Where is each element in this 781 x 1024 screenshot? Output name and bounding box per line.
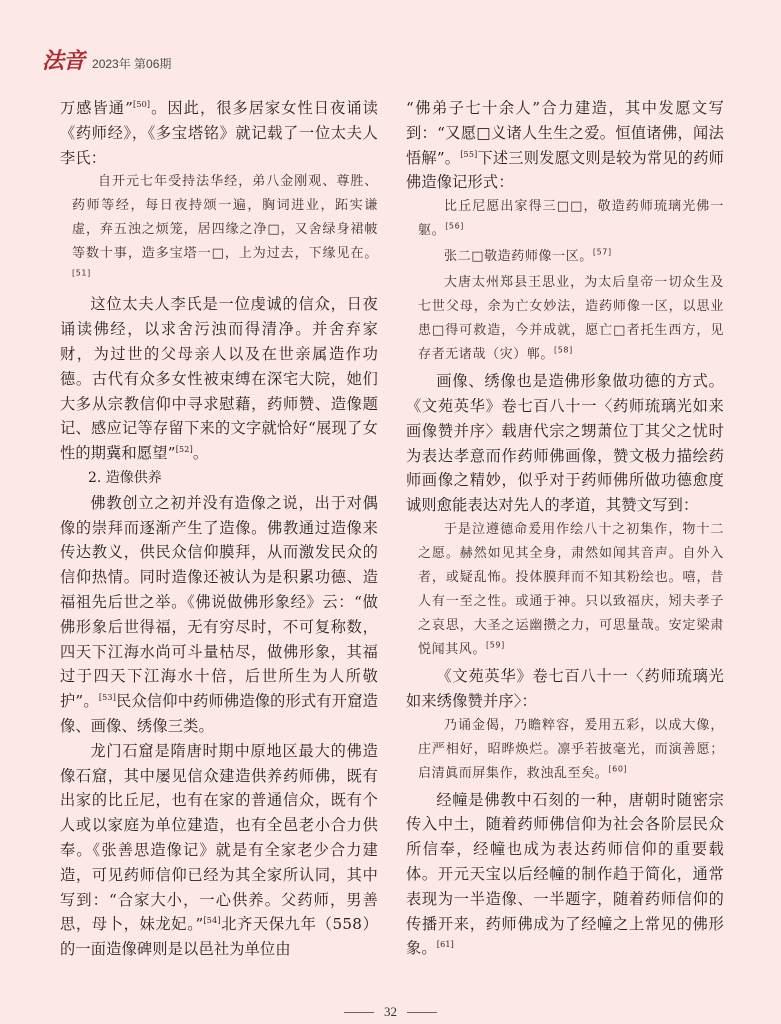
page-footer: [0, 1004, 781, 1020]
block-quote: 于是泣遵德命爰用作绘八十之初集作，物十二之愿。赫然如见其全身，肃然如闻其音声。自外入者，或疑乱怖。投体膜拜而不知其粉绘也。嘻，昔人有一至之性。或通于神。只以致福庆，矧夫孝子之哀思，大圣之运幽攒之力，可思量哉。安定梁肃悦闻其风。[59]: [418, 521, 724, 657]
paragraph: 这位太夫人李氏是一位虔诚的信众，日夜诵读佛经，以求舍污浊而得清净。并舍弃家财，为过世的父母亲人以及在世亲属造作功德。古代有众多女性被束缚在深宅大院，她们大多从宗教信仰中寻求慰藉，药师赞、造像题记、感应记等存留下来的文字就恰好“展现了女性的期冀和愿望”[52]。: [60, 295, 378, 463]
footer-rule-right: [407, 1012, 437, 1013]
paragraph: 龙门石窟是隋唐时期中原地区最大的佛造像石窟，其中屡见信众建造供养药师佛，既有出家的比丘尼，也有在家的普通信众，既有个人或以家庭为单位建造，也有全邑老小合力供奉。《张善思造像记》就是有全家老少合力建造，可见药师信仰已经为其全家所认同，其中写到：“合家大小，一心供养。父药师，男善思，母卜，妹龙妃。”[54]北齐天保九年（558）的一面造像碑则是以邑社为单位由: [60, 741, 378, 959]
left-column: [60, 96, 378, 962]
paragraph: 《文苑英华》卷七百八十一〈药师琉璃光如来绣像赞并序〉：: [406, 666, 724, 710]
right-column: [406, 96, 724, 961]
block-quote: 比丘尼愿出家得三□□，敬造药师琉璃光佛一躯。[56]: [418, 199, 724, 239]
block-quote: 乃诵金偈，乃瞻粹容，爰用五彩，以成大像，庄严相好，昭晔焕烂。凛乎若披毫光，而演善愿；启清眞而屏集作，救浊乱至矣。[60]: [418, 717, 724, 781]
block-quote: 大唐太州郑县王思业，为太后皇帝一切众生及七世父母，余为亡女妙法，造药师像一区，以思业患□得可救造，今并成就，愿亡□者托生西方，见存者无诸哉（灾）郸。[58]: [418, 275, 724, 363]
paragraph: 万感皆通”[50]。因此，很多居家女性日夜诵读《药师经》，《多宝塔铭》就记载了一位太夫人李氏：: [60, 99, 378, 167]
page-number: 32: [384, 1004, 397, 1019]
paragraph: 经幢是佛教中石刻的一种，唐朝时随密宗传入中土，随着药师佛信仰为社会各阶层民众所信奉，经幢也成为表达药师信仰的重要载体。开元天宝以后经幢的制作趋于简化，通常表现为一半造像、一半题字，随着药师信仰的传播开来，药师佛成为了经幢之上常见的佛形象。[61]: [406, 790, 724, 958]
block-quote: 自开元七年受持法华经，弟八金刚观、尊胜、药师等经，每日夜持颂一遍，胸词进业，跖实谦虚，弃五浊之烦笼，居四缘之净□，又舍绿身裙帔等数十事，造多宝塔一□，上为过去，下缘见在。[51]: [72, 174, 378, 279]
block-quote: 张二□敬造药师像一区。[57]: [444, 247, 612, 265]
footer-rule-left: [344, 1012, 374, 1013]
running-header: [42, 44, 171, 75]
paragraph: 画像、绣像也是造佛形象做功德的方式。《文苑英华》卷七百八十一〈药师琉璃光如来画像赞并序〉载唐代宗之甥萧位丁其父之忧时为表达孝意而作药师佛画像，赞文极力描绘药师画像之精妙，似乎对于药师佛所做功德愈度诚则愈能表达对先人的孝道，其赞文写到：: [406, 372, 724, 515]
journal-logo: 法音: [42, 48, 85, 74]
paragraph: “佛弟子七十余人”合力建造，其中发愿文写到：“又愿□义诸人生生之爱。恒值诸佛，闻法悟解”。[55]下述三则发愿文则是较为常见的药师佛造像记形式：: [406, 99, 724, 192]
paragraph: 佛教创立之初并没有造像之说，出于对偶像的崇拜而逐渐产生了造像。佛教通过造像来传达教义，供民众信仰膜拜，从而激发民众的信仰热情。同时造像还被认为是积累功德、造福祖先后世之举。《佛说做佛形象经》云：“做佛形象后世得福，无有穷尽时，不可复称数，四天下江海水尚可斗量枯尽，做佛形象，其福过于四天下江海水十倍，后世所生为人所敬护”。[53]民众信仰中药师佛造像的形式有开窟造像、画像、绣像三类。: [60, 493, 378, 735]
issue-label: 2023年 第06期: [92, 57, 172, 71]
subsection-heading: 2. 造像供养: [88, 469, 162, 486]
